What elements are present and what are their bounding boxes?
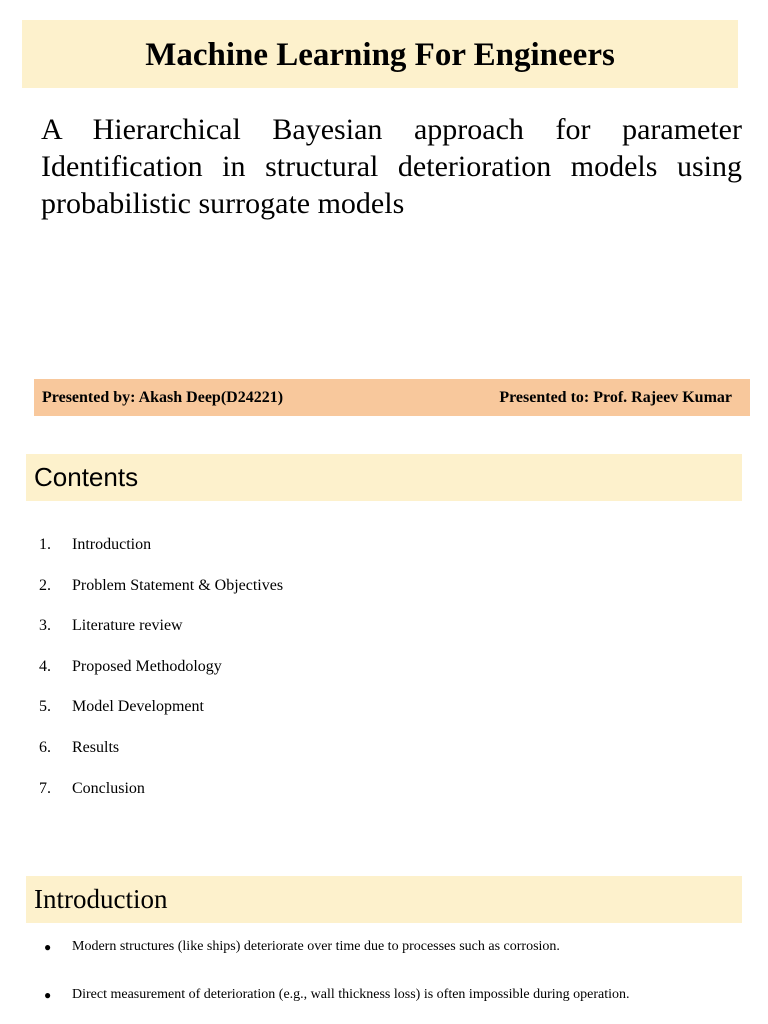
toc-item-label: Problem Statement & Objectives — [72, 576, 284, 594]
presented-by: Presented by: Akash Deep(D24221) — [42, 388, 284, 406]
introduction-header-band — [26, 876, 742, 923]
bullet-text: Modern structures (like ships) deteriorate over time due to processes such as corrosion. — [72, 939, 560, 954]
toc-item-label: Results — [72, 738, 120, 756]
introduction-bullets — [44, 939, 630, 1003]
toc-item-label: Proposed Methodology — [72, 657, 222, 675]
toc-item-number: 2. — [39, 576, 51, 594]
bullet-icon: ● — [44, 939, 52, 954]
bullet-item — [44, 939, 630, 955]
contents-header-band — [26, 454, 742, 501]
toc-item — [39, 698, 283, 739]
toc-item-number: 1. — [39, 536, 51, 553]
toc-item — [39, 739, 283, 780]
title-band — [22, 20, 738, 88]
presenter-band — [34, 379, 750, 416]
toc-item — [39, 536, 283, 577]
bullet-text: Direct measurement of deterioration (e.g., wall thickness loss) is often impossible during operation. — [72, 987, 630, 1002]
toc-item — [39, 617, 283, 658]
toc-item-label: Model Development — [72, 698, 204, 716]
document-title: Machine Learning For Engineers — [145, 36, 615, 73]
toc-item-number: 6. — [39, 738, 51, 756]
introduction-heading: Introduction — [34, 884, 168, 914]
toc-item-number: 5. — [39, 698, 51, 716]
toc-item-number: 7. — [39, 779, 51, 797]
bullet-item — [44, 987, 630, 1003]
toc-item-label: Introduction — [72, 536, 152, 553]
document-subtitle: A Hierarchical Bayesian approach for parameter Identification in structural deterioration models using probabilistic surrogate models — [41, 113, 742, 220]
contents-heading: Contents — [34, 462, 139, 492]
toc-item-label: Literature review — [72, 617, 183, 635]
toc-item — [39, 780, 283, 821]
toc-item — [39, 577, 283, 618]
toc-item — [39, 658, 283, 699]
toc-item-number: 4. — [39, 657, 51, 675]
toc-item-number: 3. — [39, 617, 51, 635]
table-of-contents — [39, 536, 283, 820]
bullet-icon: ● — [44, 987, 52, 1002]
toc-item-label: Conclusion — [72, 779, 145, 797]
presented-to: Presented to: Prof. Rajeev Kumar — [499, 388, 732, 406]
